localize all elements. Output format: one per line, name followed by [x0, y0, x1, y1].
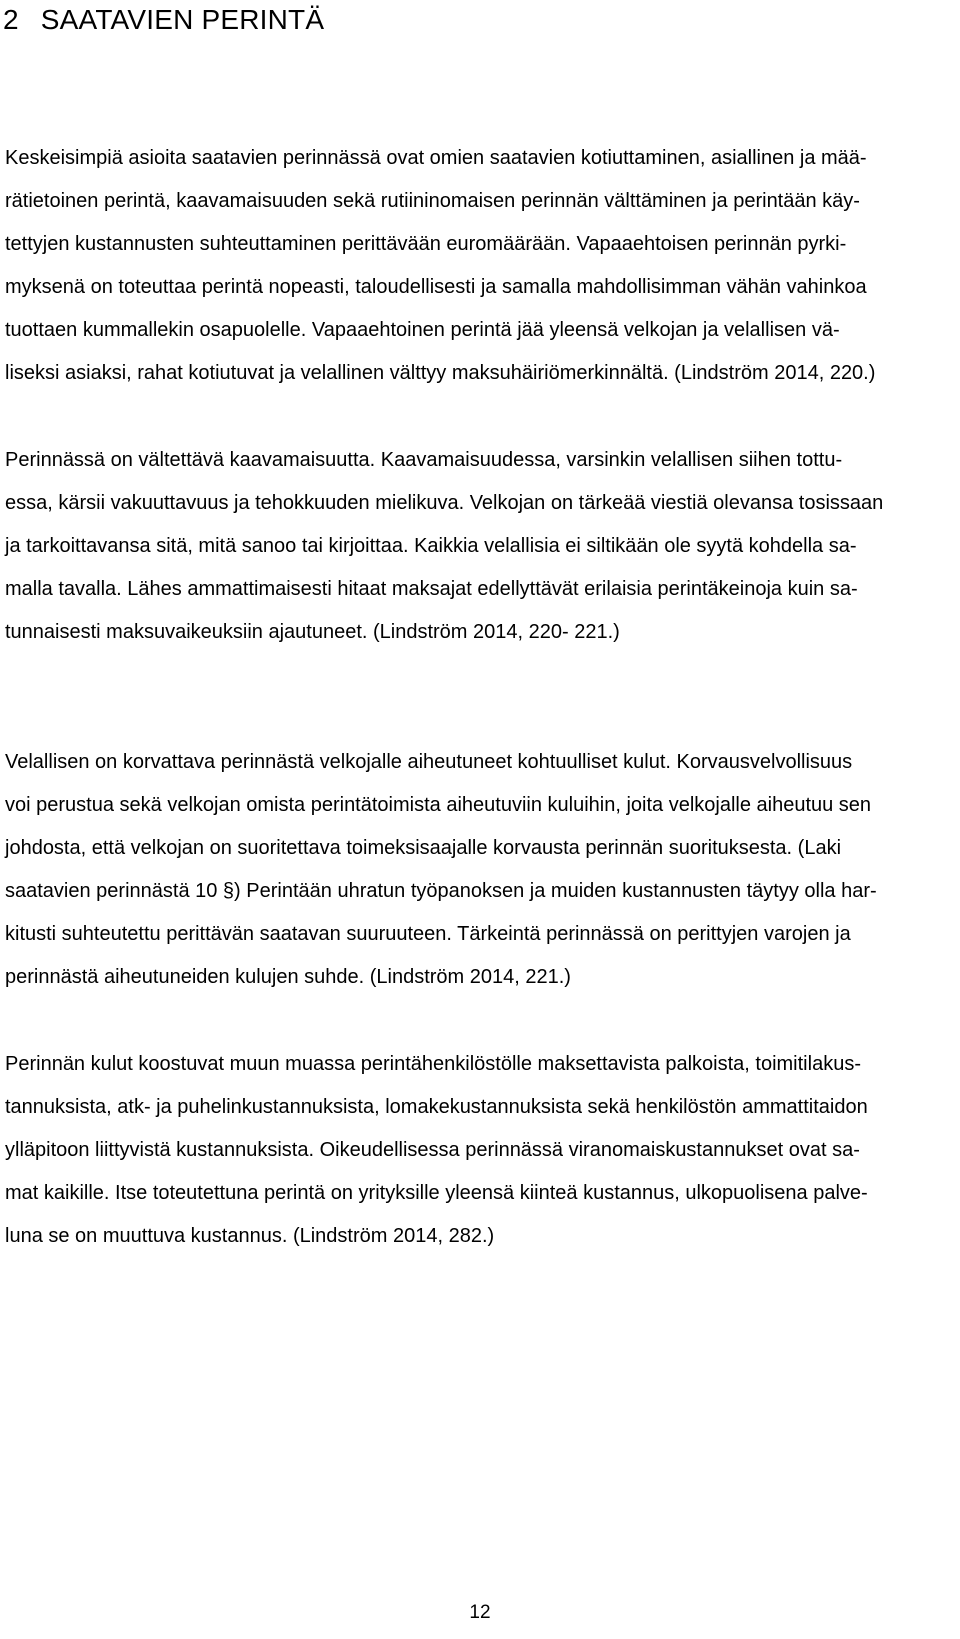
text-line: ylläpitoon liittyvistä kustannuksista. Oikeudellisessa perinnässä viranomaiskustannukset ovat sa-	[5, 1139, 860, 1161]
section-title: SAATAVIEN PERINTÄ	[40, 4, 325, 35]
text-line: essa, kärsii vakuuttavuus ja tehokkuuden mielikuva. Velkojan on tärkeää viestiä olevansa tosissaan	[5, 492, 884, 514]
text-line: rätietoinen perintä, kaavamaisuuden sekä rutiininomaisen perinnän välttäminen ja perintään käy-	[5, 190, 860, 212]
text-line: malla tavalla. Lähes ammattimaisesti hitaat maksajat edellyttävät erilaisia perintäkeinoja kuin sa-	[5, 578, 858, 600]
text-line: Keskeisimpiä asioita saatavien perinnässä ovat omien saatavien kotiuttaminen, asiallinen ja mää-	[5, 147, 867, 169]
text-line: johdosta, että velkojan on suoritettava toimeksisaajalle korvausta perinnän suorituksesta. (Laki	[5, 837, 842, 859]
text-line: myksenä on toteuttaa perintä nopeasti, taloudellisesti ja samalla mahdollisimman vähän vahinkoa	[5, 276, 867, 298]
text-line: kitusti suhteutettu perittävän saatavan suuruuteen. Tärkeintä perinnässä on perittyjen varojen ja	[5, 923, 851, 945]
section-number: 2	[3, 4, 19, 35]
section-heading	[3, 2, 324, 38]
text-line: perinnästä aiheutuneiden kulujen suhde. (Lindström 2014, 221.)	[5, 966, 571, 988]
text-line: mat kaikille. Itse toteutettuna perintä on yrityksille yleensä kiinteä kustannus, ulkopuolisena palve-	[5, 1182, 868, 1204]
text-line: tuottaen kummallekin osapuolelle. Vapaaehtoinen perintä jää yleensä velkojan ja velallisen vä-	[5, 319, 840, 341]
page-number: 12	[469, 1602, 491, 1623]
text-line: luna se on muuttuva kustannus. (Lindström 2014, 282.)	[5, 1225, 495, 1247]
text-line: Perinnässä on vältettävä kaavamaisuutta. Kaavamaisuudessa, varsinkin velallisen siihen tottu-	[5, 449, 843, 471]
text-line: voi perustua sekä velkojan omista perintätoimista aiheutuviin kuluihin, joita velkojalle aiheutuu sen	[5, 794, 872, 816]
text-line: tunnaisesti maksuvaikeuksiin ajautuneet. (Lindström 2014, 220- 221.)	[5, 621, 620, 643]
text-line: ja tarkoittavansa sitä, mitä sanoo tai kirjoittaa. Kaikkia velallisia ei siltikään ole syytä kohdella sa-	[5, 535, 857, 557]
text-line: tannuksista, atk- ja puhelinkustannuksista, lomakekustannuksista sekä henkilöstön ammattitaidon	[5, 1096, 868, 1118]
text-line: tettyjen kustannusten suhteuttaminen perittävään euromäärään. Vapaaehtoisen perinnän pyrki-	[5, 233, 847, 255]
text-line: Perinnän kulut koostuvat muun muassa perintähenkilöstölle maksettavista palkoista, toimitilakus-	[5, 1053, 861, 1075]
text-line: Velallisen on korvattava perinnästä velkojalle aiheutuneet kohtuulliset kulut. Korvausvelvollisuus	[5, 751, 853, 773]
text-line: saatavien perinnästä 10 §) Perintään uhratun työpanoksen ja muiden kustannusten täytyy olla har-	[5, 880, 877, 902]
text-line: liseksi asiaksi, rahat kotiutuvat ja velallinen välttyy maksuhäiriömerkinnältä. (Lindström 2014, 220.)	[5, 362, 876, 384]
